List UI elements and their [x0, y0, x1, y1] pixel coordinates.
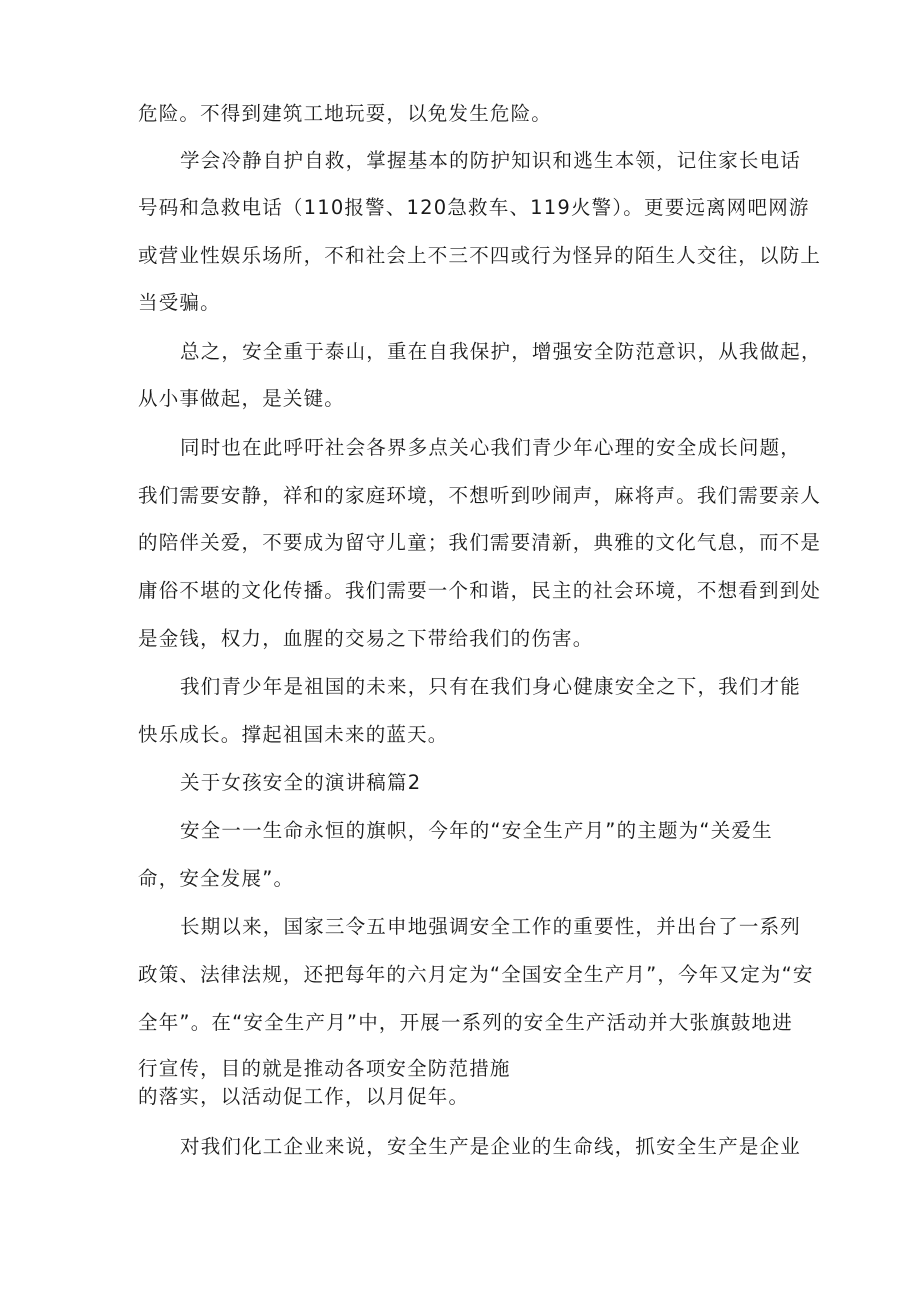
text-line: 从小事做起，是关键。: [138, 387, 346, 410]
text-line: 号码和急救电话（110报警、120急救车、119火警）。更要远离网吧网游: [138, 196, 810, 219]
text-line: 危险。不得到建筑工地玩耍，以免发生危险。: [138, 102, 553, 125]
text-line: 行宣传，目的就是推动各项安全防范措施: [138, 1057, 511, 1080]
text-line: 政策、法律法规，还把每年的六月定为“全国安全生产月”，今年又定为“安: [138, 963, 814, 986]
text-line: 同时也在此呼吁社会各界多点关心我们青少年心理的安全成长问题，: [180, 436, 802, 459]
text-line: 我们青少年是祖国的未来，只有在我们身心健康安全之下，我们才能: [180, 675, 802, 698]
text-line: 学会冷静自护自救，掌握基本的防护知识和逃生本领，记住家长电话: [180, 149, 802, 172]
text-line: 庸俗不堪的文化传播。我们需要一个和谐，民主的社会环境，不想看到到处: [138, 579, 822, 602]
text-line: 命，安全发展”。: [138, 867, 295, 890]
text-line: 全年”。在“安全生产月”中，开展一系列的安全生产活动并大张旗鼓地进: [138, 1011, 793, 1034]
text-line: 的陪伴关爱，不要成为留守儿童；我们需要清新，典雅的文化气息，而不是: [138, 531, 822, 554]
text-line: 我们需要安静，祥和的家庭环境，不想听到吵闹声，麻将声。我们需要亲人: [138, 484, 822, 507]
text-line: 对我们化工企业来说，安全生产是企业的生命线，抓安全生产是企业: [180, 1135, 802, 1158]
section-heading: 关于女孩安全的演讲稿篇2: [180, 771, 422, 794]
text-line: 长期以来，国家三令五申地强调安全工作的重要性，并出台了一系列: [180, 915, 802, 938]
text-line: 总之，安全重于泰山，重在自我保护，增强安全防范意识，从我做起，: [180, 340, 822, 363]
text-line: 的落实，以活动促工作，以月促年。: [138, 1085, 470, 1108]
text-line: 快乐成长。撑起祖国未来的蓝天。: [138, 723, 449, 746]
text-line: 或营业性娱乐场所，不和社会上不三不四或行为怪异的陌生人交往，以防上: [138, 244, 822, 267]
text-line: 是金钱，权力，血腥的交易之下带给我们的伤害。: [138, 627, 594, 650]
text-line: 当受骗。: [138, 291, 221, 314]
text-line: 安全一一生命永恒的旗帜，今年的“安全生产月”的主题为“关爱生: [180, 819, 773, 842]
